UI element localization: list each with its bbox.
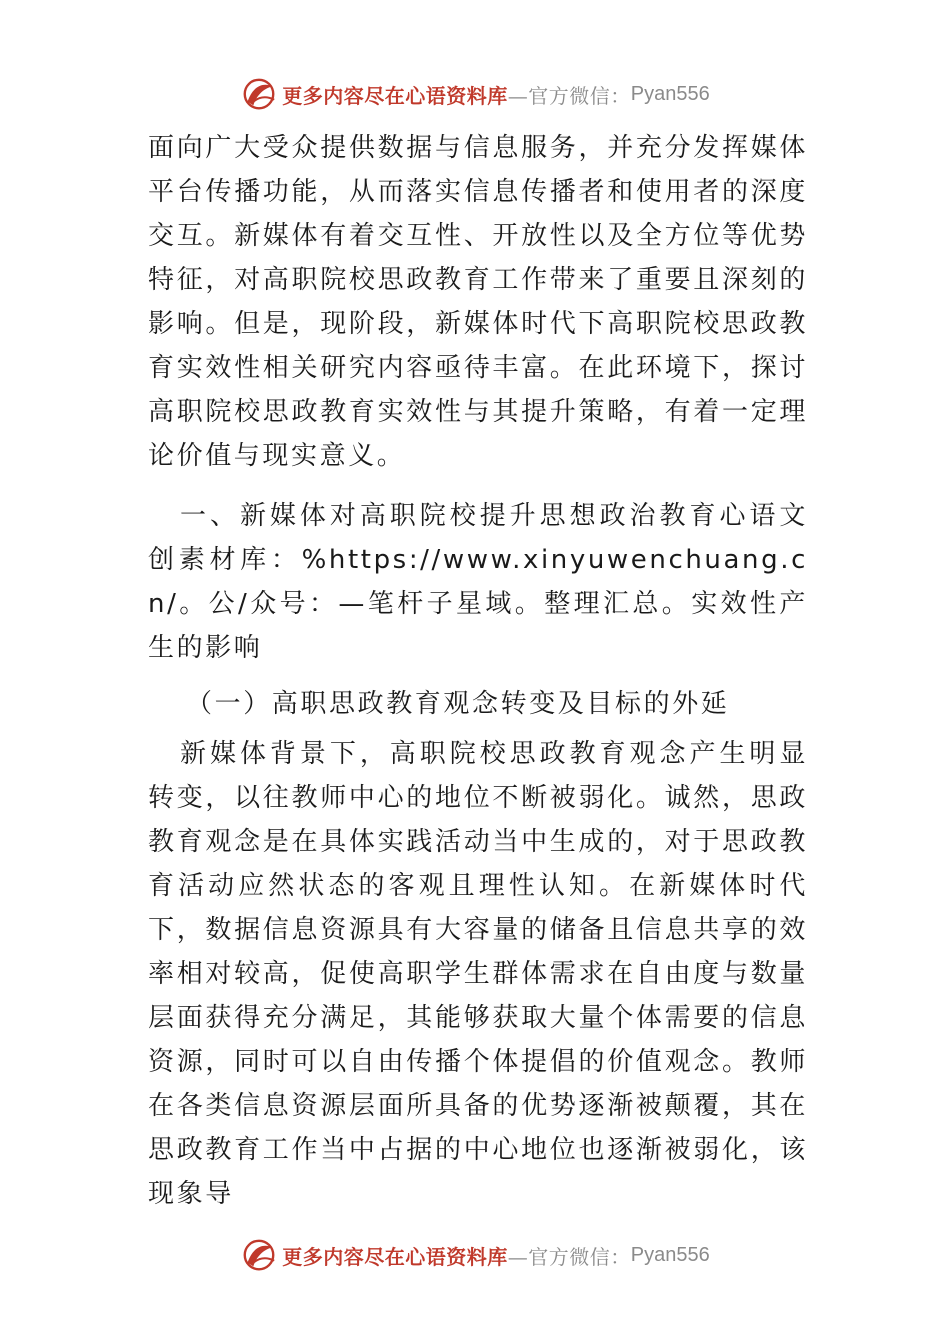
header-banner bbox=[0, 72, 950, 116]
banner-wechat-id: Pyan556 bbox=[630, 82, 710, 105]
banner-brand-text: 更多内容尽在心语资料库 bbox=[282, 1244, 508, 1269]
banner-brand-text: 更多内容尽在心语资料库 bbox=[282, 83, 508, 108]
section-heading-1: 一、新媒体对高职院校提升思想政治教育心语文创素材库：%https://www.xinyuwenchuang.cn/。公/众号：—笔杆子星域。整理汇总。实效性产生的影响 bbox=[148, 501, 808, 663]
red-ribbon-logo-icon bbox=[240, 1236, 278, 1274]
footer-banner bbox=[0, 1233, 950, 1277]
paragraph-body: 新媒体背景下，高职院校思政教育观念产生明显转变，以往教师中心的地位不断被弱化。诚然，思政教育观念是在具体实践活动当中生成的，对于思政教育活动应然状态的客观且理性认知。在新媒体时代下，数据信息资源具有大容量的储备且信息共享的效率相对较高，促使高职学生群体需求在自由度与数量层面获得充分满足，其能够获取大量个体需要的信息资源，同时可以自由传播个体提倡的价值观念。教师在各类信息资源层面所具备的优势逐渐被颠覆，其在思政教育工作当中占据的中心地位也逐渐被弱化，该现象导 bbox=[148, 739, 808, 1209]
red-ribbon-logo-icon bbox=[240, 75, 278, 113]
banner-wechat-id: Pyan556 bbox=[630, 1243, 710, 1266]
document-body bbox=[148, 126, 808, 1216]
banner-wechat-label: —官方微信： bbox=[507, 1244, 631, 1269]
banner-wechat-label: —官方微信： bbox=[507, 83, 631, 108]
paragraph-intro: 面向广大受众提供数据与信息服务，并充分发挥媒体平台传播功能，从而落实信息传播者和使用者的深度交互。新媒体有着交互性、开放性以及全方位等优势特征，对高职院校思政教育工作带来了重要且深刻的影响。但是，现阶段，新媒体时代下高职院校思政教育实效性相关研究内容亟待丰富。在此环境下，探讨高职院校思政教育实效性与其提升策略，有着一定理论价值与现实意义。 bbox=[148, 133, 808, 471]
subsection-heading-1: （一）高职思政教育观念转变及目标的外延 bbox=[186, 689, 730, 719]
